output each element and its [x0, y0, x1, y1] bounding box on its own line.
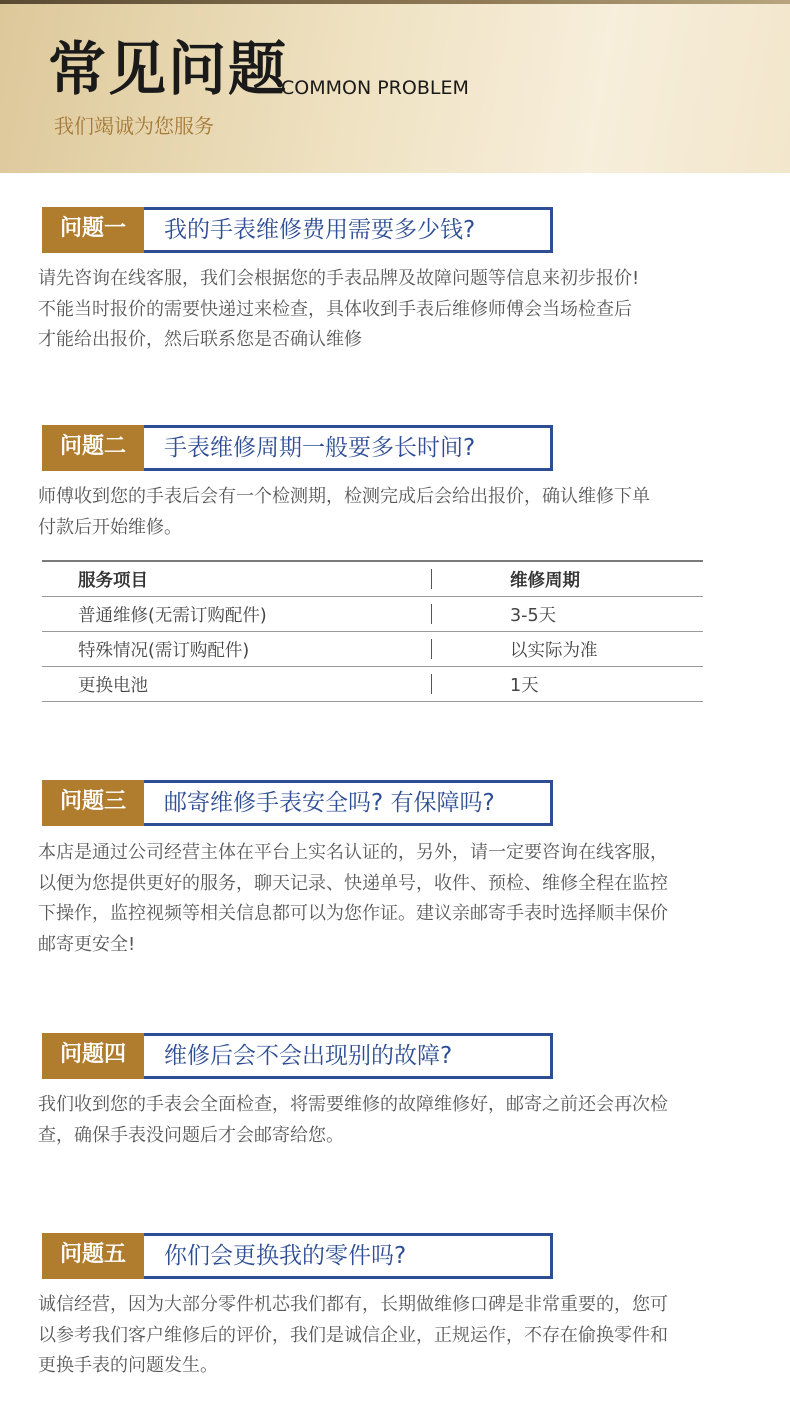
- question-header: [42, 1233, 534, 1279]
- answer-line: 更换手表的问题发生。: [38, 1355, 218, 1376]
- question-header: [42, 207, 534, 253]
- table-row: [42, 597, 703, 632]
- answer-line: 以参考我们客户维修后的评价，我们是诚信企业，正规运作，不存在偷换零件和: [38, 1324, 668, 1346]
- table-cell-service: 特殊情况(需订购配件): [78, 640, 250, 661]
- table-cell-period: 1天: [510, 675, 539, 696]
- table-cell-service: 更换电池: [78, 675, 148, 696]
- question-title: 手表维修周期一般要多长时间?: [144, 425, 553, 471]
- table-row: [42, 632, 703, 667]
- question-number-badge: 问题一: [42, 207, 144, 253]
- question-header: [42, 425, 534, 471]
- answer-line: 付款后开始维修。: [38, 516, 182, 538]
- question-number-badge: 问题三: [42, 780, 144, 826]
- question-title: 你们会更换我的零件吗?: [144, 1233, 553, 1279]
- service-period-table: [42, 560, 703, 702]
- answer-text: [38, 1090, 753, 1151]
- table-cell-period: 3-5天: [510, 605, 557, 626]
- page-title-english: COMMON PROBLEM: [281, 77, 469, 99]
- answer-text: [38, 482, 753, 543]
- question-number-badge: 问题五: [42, 1233, 144, 1279]
- table-row: [42, 667, 703, 702]
- table-header-service: 服务项目: [78, 570, 148, 591]
- question-header: [42, 780, 534, 826]
- question-number-badge: 问题四: [42, 1033, 144, 1079]
- table-cell-service: 普通维修(无需订购配件): [78, 605, 267, 626]
- page-title: 常见问题: [48, 35, 289, 103]
- question-title: 维修后会不会出现别的故障?: [144, 1033, 553, 1079]
- answer-line: 查，确保手表没问题后才会邮寄给您。: [38, 1124, 344, 1146]
- question-number-badge: 问题二: [42, 425, 144, 471]
- answer-line: 本店是通过公司经营主体在平台上实名认证的，另外，请一定要咨询在线客服，: [38, 842, 668, 863]
- header-top-border: [0, 0, 790, 4]
- table-header-row: [42, 561, 703, 597]
- answer-line: 下操作，监控视频等相关信息都可以为您作证。建议亲邮寄手表时选择顺丰保价: [38, 903, 668, 924]
- table-header-period: 维修周期: [510, 570, 580, 591]
- answer-line: 师傅收到您的手表后会有一个检测期，检测完成后会给出报价，确认维修下单: [38, 486, 650, 507]
- question-title: 邮寄维修手表安全吗? 有保障吗?: [144, 780, 553, 826]
- answer-line: 诚信经营，因为大部分零件机芯我们都有，长期做维修口碑是非常重要的，您可: [38, 1294, 668, 1315]
- page-header: [0, 0, 790, 173]
- question-title: 我的手表维修费用需要多少钱?: [144, 207, 553, 253]
- answer-line: 邮寄更安全!: [38, 933, 136, 955]
- answer-line: 以便为您提供更好的服务，聊天记录、快递单号，收件、预检、维修全程在监控: [38, 872, 668, 894]
- answer-line: 我们收到您的手表会全面检查，将需要维修的故障维修好，邮寄之前还会再次检: [38, 1094, 668, 1115]
- answer-line: 才能给出报价，然后联系您是否确认维修: [38, 329, 362, 350]
- answer-text: [38, 838, 753, 960]
- answer-text: [38, 1290, 753, 1382]
- page-subtitle: 我们竭诚为您服务: [54, 114, 214, 138]
- table-cell-period: 以实际为准: [510, 640, 598, 661]
- question-header: [42, 1033, 534, 1079]
- answer-line: 不能当时报价的需要快递过来检查，具体收到手表后维修师傅会当场检查后: [38, 298, 632, 320]
- answer-text: [38, 264, 753, 356]
- answer-line: 请先咨询在线客服，我们会根据您的手表品牌及故障问题等信息来初步报价!: [38, 268, 640, 289]
